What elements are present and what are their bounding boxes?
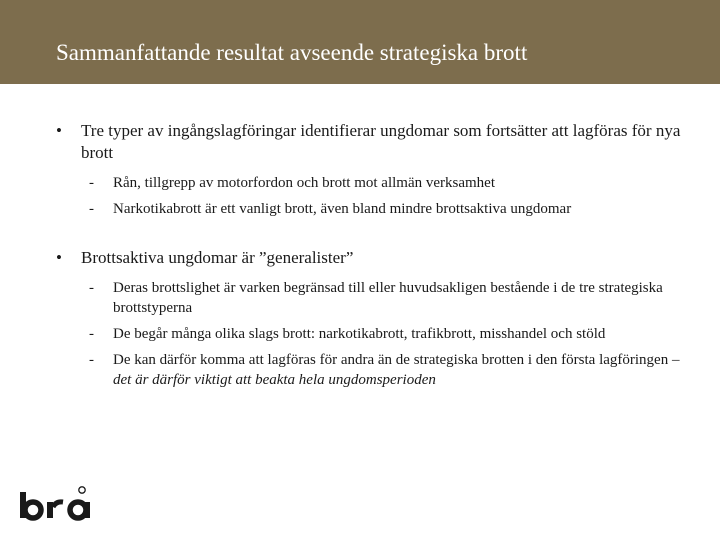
sub-text: Narkotikabrott är ett vanligt brott, även bland mindre brottsaktiva ungdomar xyxy=(113,201,572,217)
sub-text: De begår många olika slags brott: narkotikabrott, trafikbrott, misshandel och stöld xyxy=(113,326,606,342)
sub-text: De kan därför komma att lagföras för andra än de strategiska brotten i den första lagföringen – xyxy=(113,352,680,368)
sub-text-emphasis: det är därför viktigt att beakta hela ungdomsperioden xyxy=(113,372,436,388)
sub-text: Deras brottslighet är varken begränsad till eller huvudsakligen bestående i de tre strategiska brottstyperna xyxy=(113,280,663,316)
sub-text: Rån, tillgrepp av motorfordon och brott mot allmän verksamhet xyxy=(113,175,495,191)
sub-marker: - xyxy=(89,352,94,368)
sub-marker: - xyxy=(89,280,94,296)
bullet-marker: • xyxy=(56,248,62,267)
bullet-text: Brottsaktiva ungdomar är ”generalister” xyxy=(81,248,354,267)
bra-logo xyxy=(18,484,98,524)
bullet-item xyxy=(56,120,686,164)
sub-list xyxy=(56,278,686,390)
title-bar xyxy=(0,0,720,84)
bullet-item xyxy=(56,247,686,269)
sub-marker: - xyxy=(89,201,94,217)
bullet-marker: • xyxy=(56,121,62,140)
sub-list xyxy=(56,173,686,219)
sub-item xyxy=(56,199,686,219)
sub-item xyxy=(56,278,686,318)
slide-title: Sammanfattande resultat avseende strategiska brott xyxy=(56,40,528,65)
bullet-text: Tre typer av ingångslagföringar identifierar ungdomar som fortsätter att lagföras för nya brott xyxy=(81,121,681,162)
sub-item xyxy=(56,173,686,193)
sub-marker: - xyxy=(89,175,94,191)
slide-content xyxy=(56,120,686,396)
sub-marker: - xyxy=(89,326,94,342)
sub-item xyxy=(56,350,686,390)
sub-item xyxy=(56,324,686,344)
